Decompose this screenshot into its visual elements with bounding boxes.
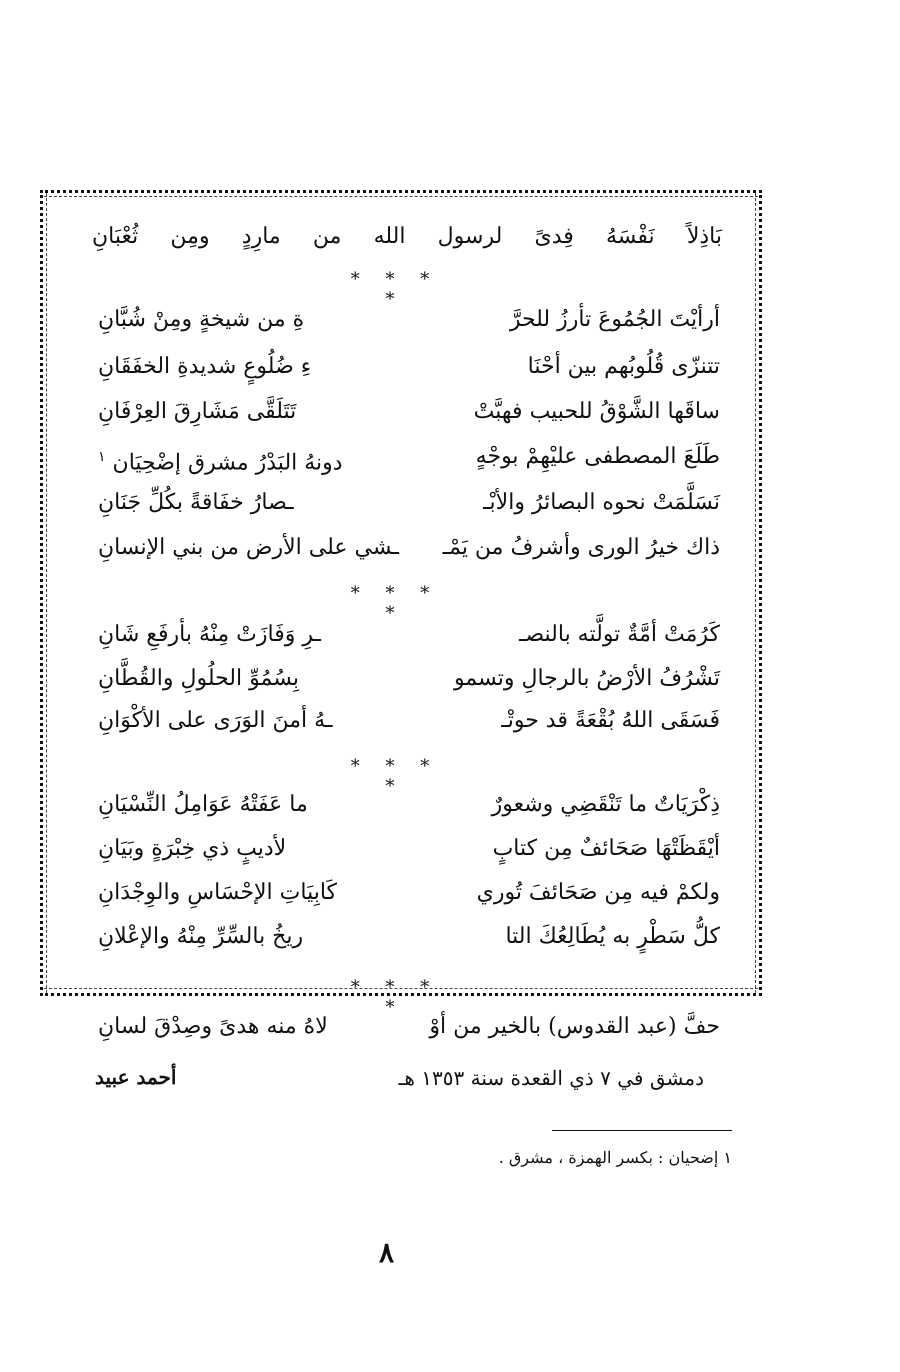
verse-right: أرأيْتَ الجُمُوعَ تأرزُ للحرَّ xyxy=(509,307,720,332)
verse-right: نَسَلَّمَتْ نحوه البصائرُ والأبْـ xyxy=(483,490,720,515)
footnote: ١ إضحيان : بكسر الهمزة ، مشرق . xyxy=(498,1148,732,1167)
author-signature: أحمد عبيد xyxy=(95,1065,177,1089)
verse-right: ذاك خيرُ الورى وأشرفُ من يَمْـ xyxy=(442,535,720,560)
verse-right: تتنزّى قُلُوبُهم بين أحْنَا xyxy=(527,354,720,379)
verse-left: ـهُ أمنَ الوَرَى على الأكْوَانِ xyxy=(98,708,333,733)
stars-separator: * * * * xyxy=(350,756,440,797)
verse-right: ولكمْ فيه مِن صَحَائفَ تُوري xyxy=(476,880,720,905)
verse-left: لأديبٍ ذي خِبْرَةٍ وبَيَانِ xyxy=(98,836,287,861)
footnote-rule xyxy=(552,1130,732,1131)
verse-right: ساقَها الشَّوْقُ للحبيب فهبَّتْ xyxy=(473,399,720,424)
verse-left: لاهُ منه هدىً وصِدْقَ لسانِ xyxy=(98,1014,328,1039)
verse-left-text: دونهُ البَدْرُ مشرق إضْحِيَان xyxy=(112,450,343,476)
verse-right: حفَّ (عبد القدوس) بالخير من أوْ xyxy=(429,1014,720,1039)
verse-right: أيْقَظَتْهَا صَحَائفٌ مِن كتابٍ xyxy=(492,836,720,861)
verse-left: ما عَفَتْهُ عَوَامِلُ النِّسْيَانِ xyxy=(98,792,308,817)
stars-separator: * * * * xyxy=(350,583,440,624)
verse-left: ـصارُ خفَاقةً بكُلِّ جَنَانِ xyxy=(98,490,294,515)
stars-separator: * * * * xyxy=(350,269,440,310)
date-place-line: دمشق في ٧ ذي القعدة سنة ١٣٥٣ هـ xyxy=(398,1066,704,1090)
verse-left: ءِ ضُلُوعٍ شديدةِ الخفَقَانِ xyxy=(98,354,312,379)
frame-top-rule xyxy=(44,196,758,197)
verse-left: ةِ من شيخةٍ ومِنْ شُبَّانِ xyxy=(98,307,305,332)
verse-right: تَشْرُفُ الأرْضُ بالرجالِ وتسمو xyxy=(454,666,720,691)
verse-right: كلُّ سَطْرٍ به يُطَالِعُكَ التا xyxy=(505,924,720,949)
verse-left: تَتَلَقَّى مَشَارِقَ العِرْفَانِ xyxy=(98,399,297,424)
footnote-marker: ١ xyxy=(98,449,106,465)
verse-left: ريخُ بالسِّرِّ مِنْهُ والإعْلانِ xyxy=(98,924,304,949)
stars-separator: * * * * xyxy=(350,977,440,1018)
verse-left: ـشي على الأرض من بني الإنسانِ xyxy=(98,535,399,560)
verse-left: كَابِيَاتِ الإحْسَاسِ والوِجْدَانِ xyxy=(98,880,338,905)
opening-verse: بَاذِلاً نَفْسَهُ فِدىً لرسول الله من مارِدٍ ومِن ثُعْبَانِ xyxy=(92,224,722,249)
verse-left: ـرِ وَفَازَتْ مِنْهُ بأرفَعِ شَانِ xyxy=(98,622,321,647)
verse-left: بِسُمُوِّ الحلُولِ والقُطَّانِ xyxy=(98,666,299,691)
verse-right: فَسَقَى اللهُ بُقْعَةً قد حوتْـ xyxy=(501,708,720,733)
verse-right: ذِكْرَيَاتٌ ما تَنْقَضِي وشعورٌ xyxy=(491,792,720,817)
verse-left-with-footnote xyxy=(98,442,343,478)
verse-right: كَرُمَتْ أمَّةٌ تولَّته بالنصـ xyxy=(519,622,720,647)
page-number: ٨ xyxy=(379,1236,395,1269)
verse-right: طَلَعَ المصطفى عليْهِمْ بوجْهٍ xyxy=(475,444,720,469)
